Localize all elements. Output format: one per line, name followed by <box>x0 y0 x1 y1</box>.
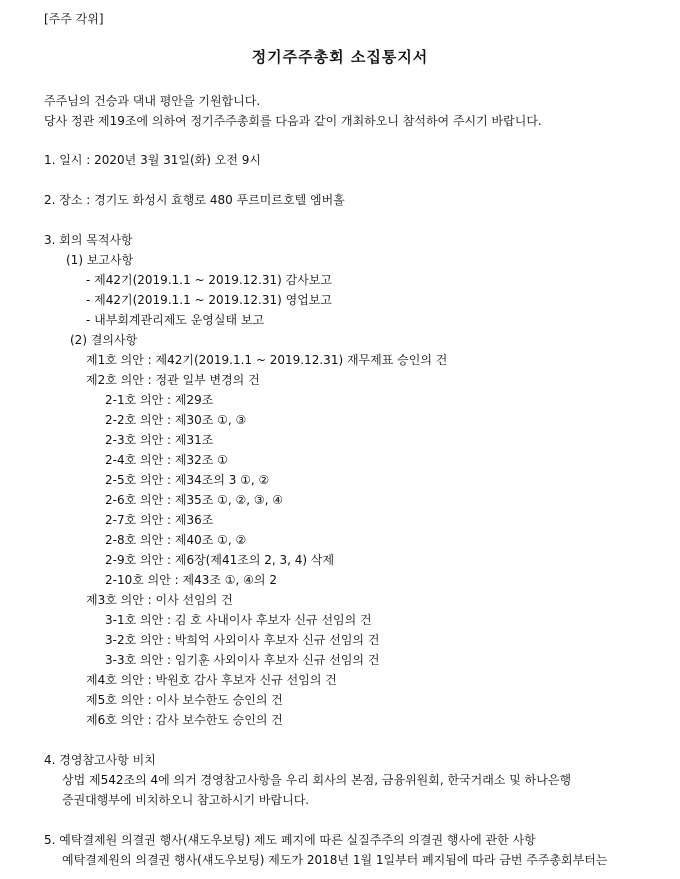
agenda-sub-item: 2-4호 의안 : 제32조 ① <box>105 453 228 467</box>
item-date: 1. 일시 : 2020년 3월 31일(화) 오전 9시 <box>44 153 261 167</box>
item-voting-body: 예탁결제원의 의결권 행사(섀도우보팅) 제도가 2018년 1월 1일부터 폐지됨에 따라 금번 주주총회부터는 <box>62 853 608 867</box>
item-voting-heading: 5. 예탁결제원 의결권 행사(섀도우보팅) 제도 폐지에 따른 실질주주의 의결권 행사에 관한 사항 <box>44 833 536 847</box>
agenda-item-6: 제6호 의안 : 감사 보수한도 승인의 건 <box>86 713 283 727</box>
agenda-sub-item: 3-2호 의안 : 박희억 사외이사 후보자 신규 선임의 건 <box>105 633 380 647</box>
report-item: - 내부회계관리제도 운영실태 보고 <box>86 313 265 327</box>
agenda-sub-item: 2-9호 의안 : 제6장(제41조의 2, 3, 4) 삭제 <box>105 553 335 567</box>
agenda-sub-item: 2-7호 의안 : 제36조 <box>105 513 214 527</box>
agenda-sub-item: 2-10호 의안 : 제43조 ①, ④의 2 <box>105 573 277 587</box>
item-venue: 2. 장소 : 경기도 화성시 효행로 480 푸르미르호텔 엠버홀 <box>44 193 345 207</box>
report-item: - 제42기(2019.1.1 ~ 2019.12.31) 감사보고 <box>86 273 332 287</box>
greeting-line-1: 주주님의 건승과 댁내 평안을 기원합니다. <box>44 94 261 108</box>
agenda-item-3: 제3호 의안 : 이사 선임의 건 <box>86 593 233 607</box>
agenda-sub-item: 2-6호 의안 : 제35조 ①, ②, ③, ④ <box>105 493 284 507</box>
item-reference-body: 상법 제542조의 4에 의거 경영참고사항을 우리 회사의 본점, 금융위원회, 한국거래소 및 하나은행 <box>62 773 572 787</box>
reports-heading: (1) 보고사항 <box>66 253 134 267</box>
document-title: 정기주주총회 소집통지서 <box>251 48 429 66</box>
item-reference-heading: 4. 경영참고사항 비치 <box>44 753 156 767</box>
agenda-sub-item: 2-3호 의안 : 제31조 <box>105 433 214 447</box>
agenda-item-5: 제5호 의안 : 이사 보수한도 승인의 건 <box>86 693 283 707</box>
agenda-item-1: 제1호 의안 : 제42기(2019.1.1 ~ 2019.12.31) 재무제표 승인의 건 <box>86 353 448 367</box>
header-tag: [주주 각위] <box>44 12 104 26</box>
agenda-sub-item: 2-2호 의안 : 제30조 ①, ③ <box>105 413 247 427</box>
item-reference-body: 증권대행부에 비치하오니 참고하시기 바랍니다. <box>62 793 310 807</box>
resolutions-heading: (2) 결의사항 <box>70 333 138 347</box>
greeting-line-2: 당사 정관 제19조에 의하여 정기주주총회를 다음과 같이 개최하오니 참석하여 주시기 바랍니다. <box>44 114 542 128</box>
agenda-sub-item: 2-1호 의안 : 제29조 <box>105 393 214 407</box>
agenda-item-2: 제2호 의안 : 정관 일부 변경의 건 <box>86 373 260 387</box>
report-item: - 제42기(2019.1.1 ~ 2019.12.31) 영업보고 <box>86 293 332 307</box>
agenda-sub-item: 3-3호 의안 : 임기훈 사외이사 후보자 신규 선임의 건 <box>105 653 380 667</box>
agenda-sub-item: 2-5호 의안 : 제34조의 3 ①, ② <box>105 473 270 487</box>
agenda-sub-item: 2-8호 의안 : 제40조 ①, ② <box>105 533 247 547</box>
item-agenda-heading: 3. 회의 목적사항 <box>44 233 133 247</box>
agenda-sub-item: 3-1호 의안 : 김 호 사내이사 후보자 신규 선임의 건 <box>105 613 372 627</box>
agenda-item-4: 제4호 의안 : 박원호 감사 후보자 신규 선임의 건 <box>86 673 337 687</box>
